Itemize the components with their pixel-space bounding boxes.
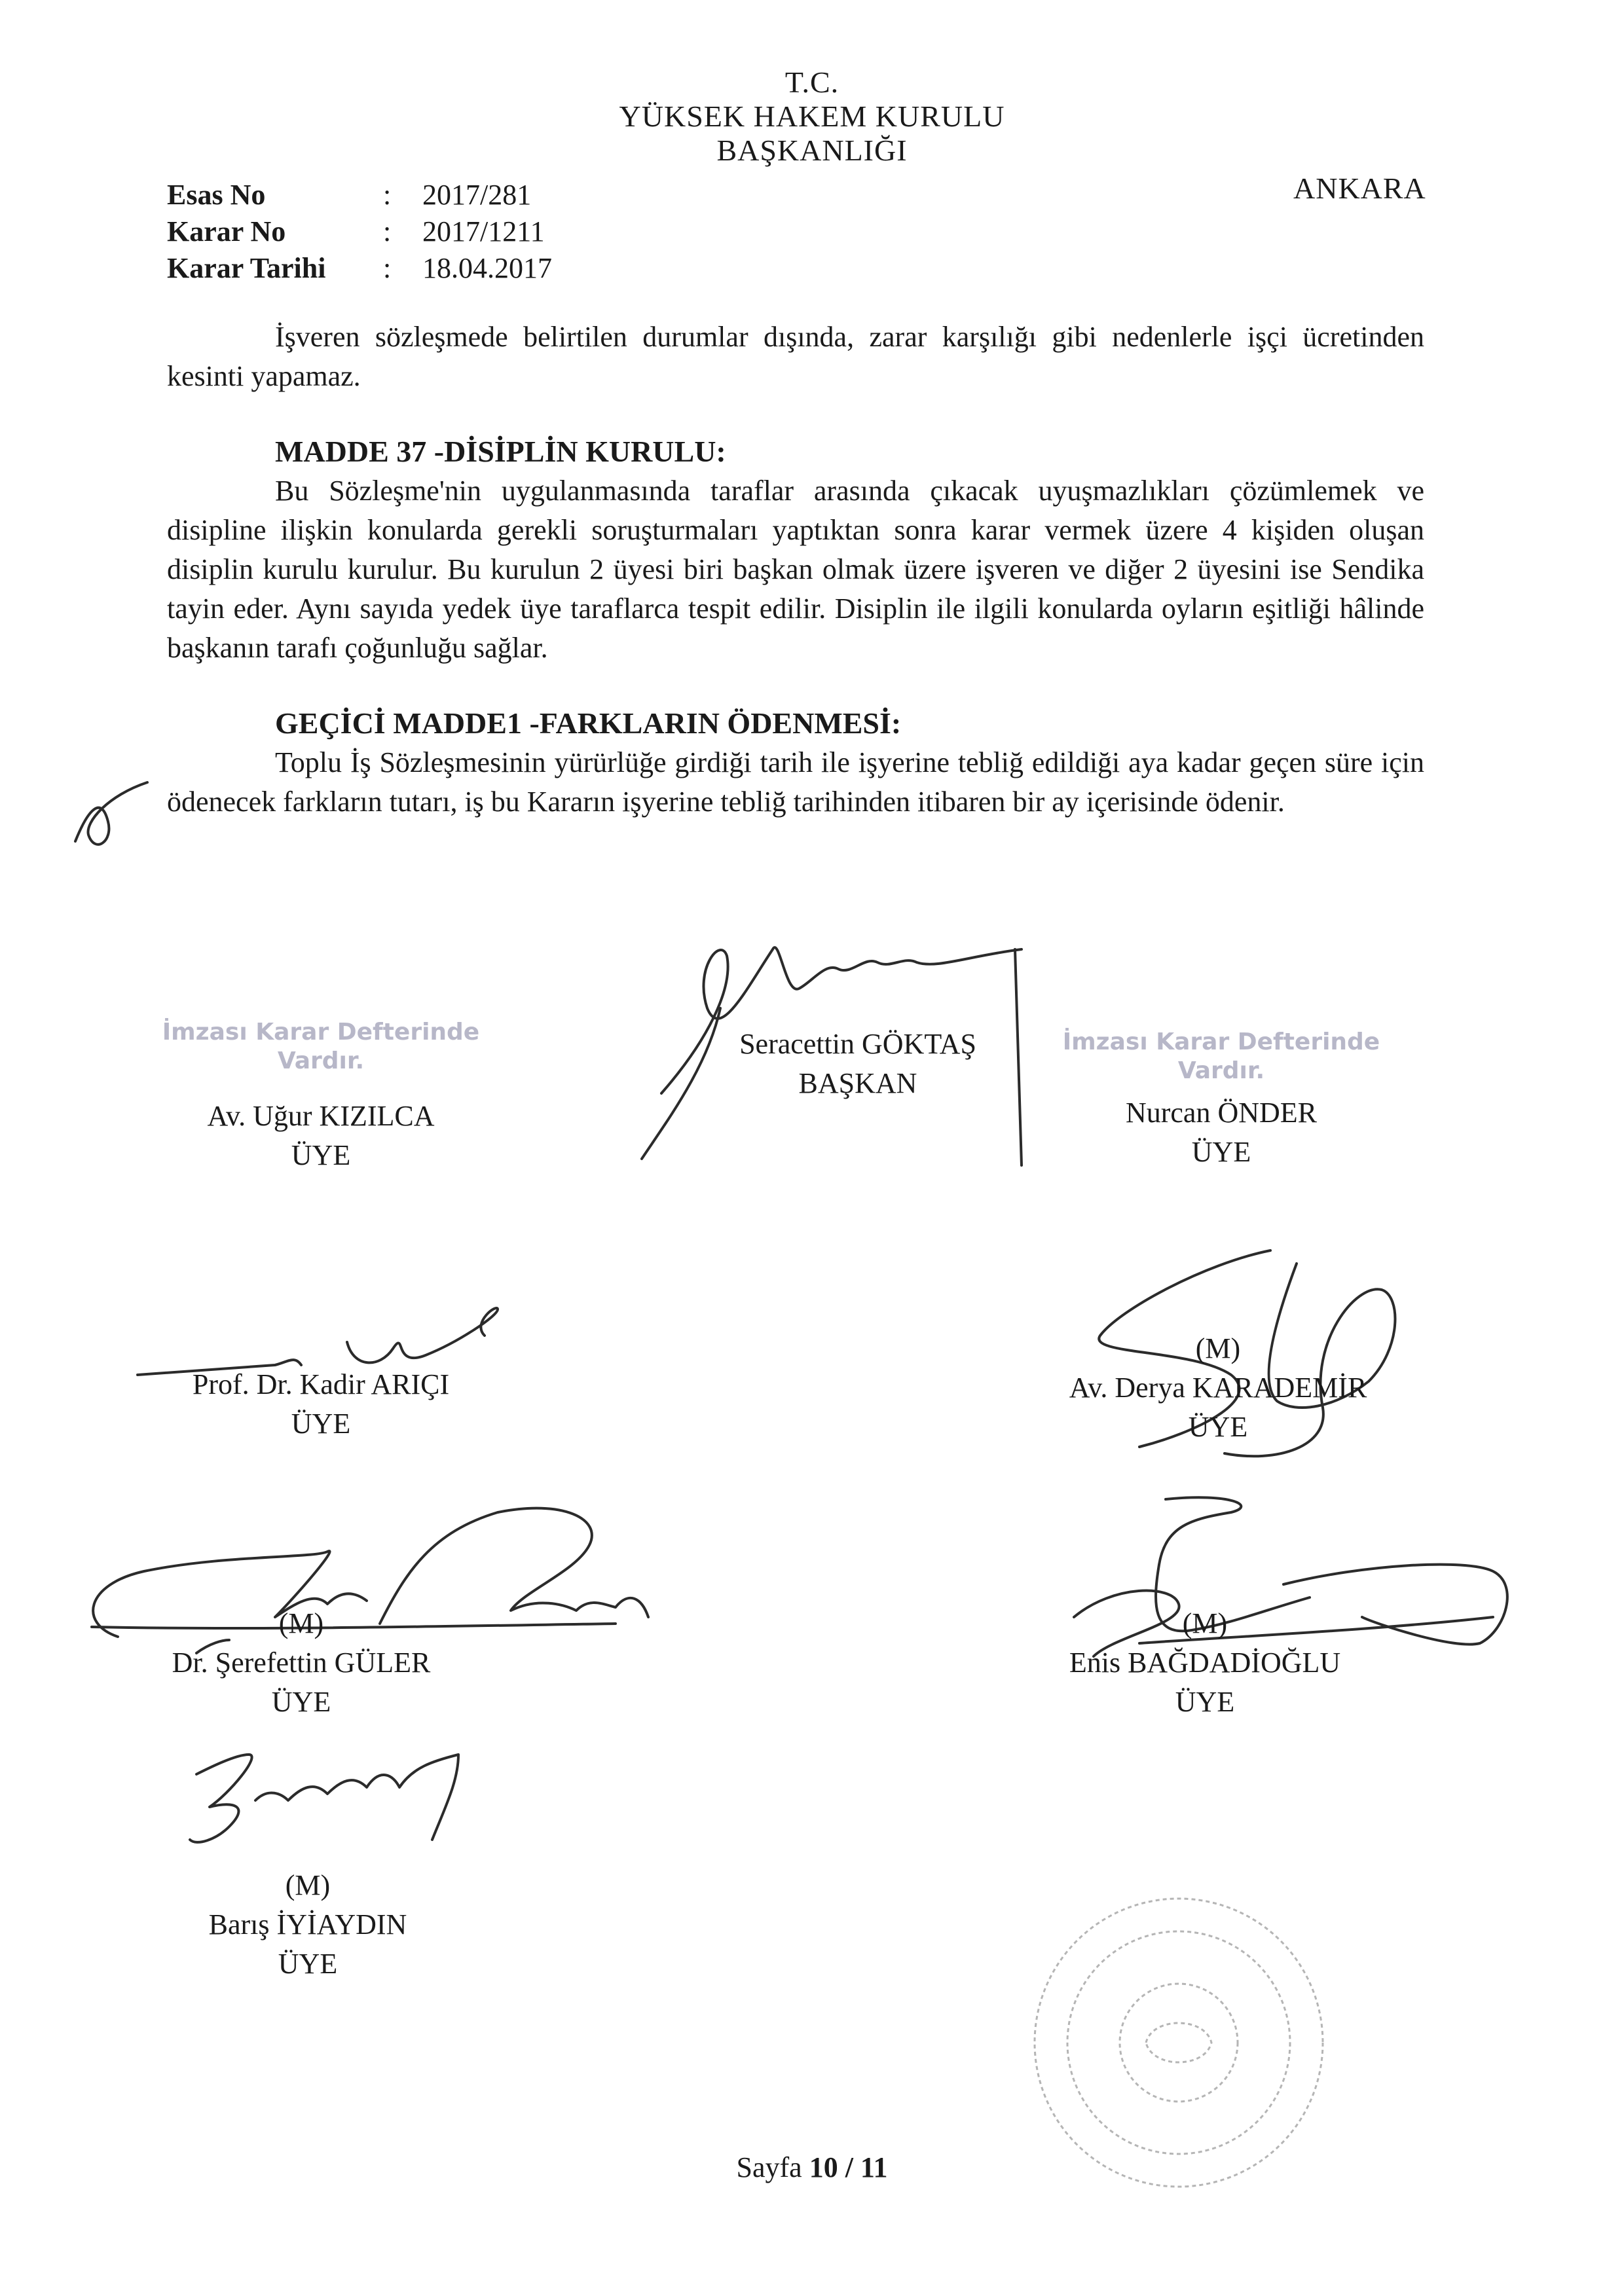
meta-value: 2017/1211 (422, 215, 545, 247)
meta-value: 2017/281 (422, 179, 532, 211)
signatory-name: Dr. Şerefettin GÜLER (172, 1647, 431, 1679)
stamp-line: Vardır. (277, 1048, 365, 1074)
signatory-name: Av. Uğur KIZILCA (207, 1100, 435, 1132)
signature-book-stamp (1058, 1028, 1385, 1085)
signatory-karademir (1048, 1329, 1388, 1447)
stamp-line: Vardır. (1177, 1057, 1265, 1084)
page-number (681, 2151, 943, 2184)
signatory-arici (157, 1365, 485, 1444)
signatory-name: Prof. Dr. Kadir ARIÇI (192, 1368, 450, 1400)
signatory-note: (M) (1195, 1332, 1241, 1364)
intro-paragraph: İşveren sözleşmede belirtilen durumlar dışında, zarar karşılığı gibi nedenlerle işçi ücretinden kesinti yapamaz. (167, 321, 1424, 392)
signatory-onder (1058, 1093, 1385, 1172)
margin-initial-signature (62, 769, 160, 867)
temporary-article-title: GEÇİCİ MADDE1 -FARKLARIN ÖDENMESİ: (275, 706, 902, 740)
meta-row-esas: Esas No : 2017/281 (167, 177, 552, 213)
meta-key: Karar Tarihi (167, 252, 326, 284)
article-37-title: MADDE 37 -DİSİPLİN KURULU: (275, 435, 726, 468)
header-presidency: BAŞKANLIĞI (716, 134, 908, 167)
signatory-guler (138, 1604, 465, 1722)
signatory-baskan (720, 1025, 995, 1103)
signatory-role: BAŞKAN (798, 1067, 917, 1099)
signatory-name: Barış İYİAYDIN (208, 1908, 407, 1941)
header-city: ANKARA (1293, 172, 1426, 205)
meta-row-tarih: Karar Tarihi : 18.04.2017 (167, 250, 552, 287)
signatory-iyiaydin (144, 1866, 471, 1984)
signatory-kizilca (157, 1097, 485, 1175)
signatory-role: ÜYE (1188, 1411, 1248, 1443)
signatory-role: ÜYE (291, 1408, 351, 1440)
page-number-value: 10 / 11 (809, 2151, 888, 2183)
iyiaydin-signature (170, 1728, 471, 1859)
page-prefix: Sayfa (736, 2151, 802, 2183)
header-tc: T.C. (784, 65, 840, 99)
signatory-name: Enis BAĞDADİOĞLU (1069, 1647, 1341, 1679)
signatory-note: (M) (285, 1869, 331, 1901)
signatory-role: ÜYE (1175, 1686, 1235, 1718)
signatory-note: (M) (278, 1607, 324, 1639)
signatory-role: ÜYE (291, 1139, 351, 1171)
article-37-text: Bu Sözleşme'nin uygulanmasında taraflar arasında çıkacak uyuşmazlıkları çözümlemek ve disipline ilişkin konularda gerekli soruşturmaları yaptıktan sonra karar vermek üzere 4 kişiden oluşan disiplin kurulu kurulur. Bu kurulun 2 üyesi biri başkan olmak üzere işveren ve diğer 2 üyesini ise Sendika tayin eder. Aynı sayıda yedek üye taraflarca tespit edilir. Disiplin ile ilgili konularda oyların eşitliği hâlinde başkanın tarafı çoğunluğu sağlar. (167, 475, 1424, 664)
stamp-line: İmzası Karar Defterinde (1062, 1029, 1380, 1055)
signatory-name: Seracettin GÖKTAŞ (739, 1028, 976, 1060)
signatory-role: ÜYE (278, 1948, 338, 1980)
signatory-name: Av. Derya KARADEMİR (1069, 1372, 1367, 1404)
case-meta (167, 177, 552, 287)
meta-key: Karar No (167, 215, 286, 247)
signatory-note: (M) (1182, 1607, 1228, 1639)
signatory-name: Nurcan ÖNDER (1125, 1097, 1318, 1129)
signatory-bagdadioglu (1035, 1604, 1375, 1722)
meta-row-karar: Karar No : 2017/1211 (167, 213, 552, 250)
signatory-role: ÜYE (1191, 1136, 1251, 1168)
document-body (167, 318, 1424, 822)
stamp-line: İmzası Karar Defterinde (162, 1019, 480, 1046)
meta-key: Esas No (167, 179, 266, 211)
signatory-role: ÜYE (271, 1686, 331, 1718)
temporary-article-text: Toplu İş Sözleşmesinin yürürlüğe girdiği tarih ile işyerine tebliğ edildiği aya kadar geçen süre için ödenecek farkların tutarı, iş bu Kararın işyerine tebliğ tarihinden itibaren bir ay içerisinde ödenir. (167, 746, 1424, 818)
signature-book-stamp (157, 1018, 485, 1076)
header-institution: YÜKSEK HAKEM KURULU (619, 100, 1005, 133)
official-seal-icon (1022, 1886, 1336, 2200)
meta-value: 18.04.2017 (422, 252, 552, 284)
document-header (517, 65, 1107, 168)
